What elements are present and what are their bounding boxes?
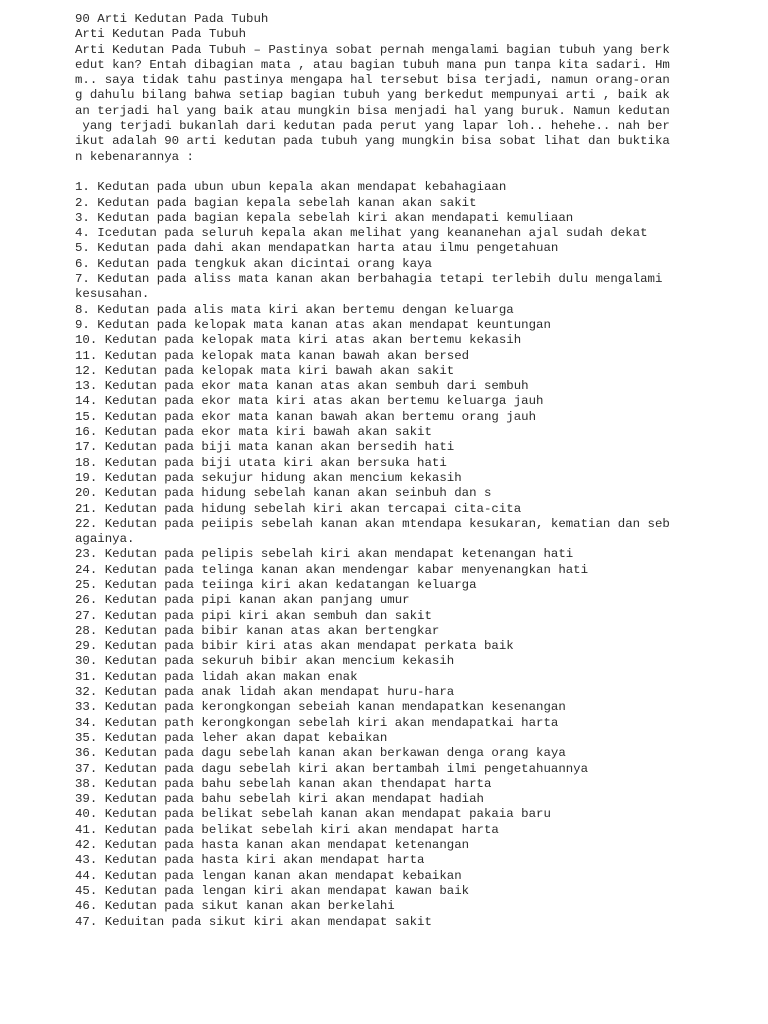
intro-line: m.. saya tidak tahu pastinya mengapa hal tersebut bisa terjadi, namun orang-oran	[75, 73, 670, 88]
list-item: 30. Kedutan pada sekuruh bibir akan mencium kekasih	[75, 654, 455, 669]
list-item: 11. Kedutan pada kelopak mata kanan bawah akan bersed	[75, 348, 470, 363]
document-subtitle: Arti Kedutan Pada Tubuh	[75, 27, 247, 42]
list-item: 28. Kedutan pada bibir kanan atas akan bertengkar	[75, 623, 440, 638]
intro-line: Arti Kedutan Pada Tubuh – Pastinya sobat pernah mengalami bagian tubuh yang berk	[75, 42, 670, 57]
list-item: 3. Kedutan pada bagian kepala sebelah kiri akan mendapati kemuliaan	[75, 210, 574, 225]
list-item: 35. Kedutan pada leher akan dapat kebaikan	[75, 730, 388, 745]
list-item: againya.	[75, 532, 135, 547]
list-item: 24. Kedutan pada telinga kanan akan mendengar kabar menyenangkan hati	[75, 562, 589, 577]
list-item: 44. Kedutan pada lengan kanan akan mendapat kebaikan	[75, 868, 462, 883]
intro-line: an terjadi hal yang baik atau mungkin bisa menjadi hal yang buruk. Namun kedutan	[75, 103, 670, 118]
list-item: 42. Kedutan pada hasta kanan akan mendapat ketenangan	[75, 838, 470, 853]
list-item: 7. Kedutan pada aliss mata kanan akan berbahagia tetapi terlebih dulu mengalami	[75, 272, 663, 287]
list-item: 8. Kedutan pada alis mata kiri akan bertemu dengan keluarga	[75, 302, 514, 317]
list-item: 21. Kedutan pada hidung sebelah kiri akan tercapai cita-cita	[75, 501, 522, 516]
intro-paragraph	[75, 43, 685, 165]
list-item: 17. Kedutan pada biji mata kanan akan bersedih hati	[75, 440, 455, 455]
list-item: 23. Kedutan pada pelipis sebelah kiri akan mendapat ketenangan hati	[75, 547, 574, 562]
list-item: 45. Kedutan pada lengan kiri akan mendapat kawan baik	[75, 883, 470, 898]
list-item: 43. Kedutan pada hasta kiri akan mendapat harta	[75, 853, 425, 868]
twitch-meaning-list	[75, 180, 685, 930]
list-item: 31. Kedutan pada lidah akan makan enak	[75, 669, 358, 684]
list-item: 2. Kedutan pada bagian kepala sebelah kanan akan sakit	[75, 195, 477, 210]
list-item: 6. Kedutan pada tengkuk akan dicintai orang kaya	[75, 256, 432, 271]
list-item: 40. Kedutan pada belikat sebelah kanan akan mendapat pakaia baru	[75, 807, 551, 822]
intro-line: n kebenarannya :	[75, 149, 194, 164]
list-item: 37. Kedutan pada dagu sebelah kiri akan bertambah ilmi pengetahuannya	[75, 761, 589, 776]
list-item: 39. Kedutan pada bahu sebelah kiri akan mendapat hadiah	[75, 792, 484, 807]
list-item: 33. Kedutan pada kerongkongan sebeiah kanan mendapatkan kesenangan	[75, 700, 566, 715]
list-item: 38. Kedutan pada bahu sebelah kanan akan thendapat harta	[75, 776, 492, 791]
list-item: 15. Kedutan pada ekor mata kanan bawah akan bertemu orang jauh	[75, 409, 537, 424]
list-item: 41. Kedutan pada belikat sebelah kiri akan mendapat harta	[75, 822, 499, 837]
document-page	[75, 12, 685, 930]
list-item: kesusahan.	[75, 287, 150, 302]
paragraph-spacer	[75, 165, 685, 180]
list-item: 10. Kedutan pada kelopak mata kiri atas akan bertemu kekasih	[75, 333, 522, 348]
list-item: 26. Kedutan pada pipi kanan akan panjang umur	[75, 593, 410, 608]
list-item: 5. Kedutan pada dahi akan mendapatkan harta atau ilmu pengetahuan	[75, 241, 559, 256]
list-item: 13. Kedutan pada ekor mata kanan atas akan sembuh dari sembuh	[75, 379, 529, 394]
list-item: 19. Kedutan pada sekujur hidung akan mencium kekasih	[75, 470, 462, 485]
list-item: 29. Kedutan pada bibir kiri atas akan mendapat perkata baik	[75, 639, 514, 654]
list-item: 46. Kedutan pada sikut kanan akan berkelahi	[75, 899, 395, 914]
list-item: 36. Kedutan pada dagu sebelah kanan akan berkawan denga orang kaya	[75, 746, 566, 761]
document-title: 90 Arti Kedutan Pada Tubuh	[75, 12, 269, 26]
list-item: 47. Keduitan pada sikut kiri akan mendapat sakit	[75, 914, 432, 929]
intro-line: yang terjadi bukanlah dari kedutan pada perut yang lapar loh.. hehehe.. nah ber	[75, 119, 670, 134]
list-item: 4. Icedutan pada seluruh kepala akan melihat yang keananehan ajal sudah dekat	[75, 226, 648, 241]
list-item: 22. Kedutan pada peiipis sebelah kanan akan mtendapa kesukaran, kematian dan seb	[75, 516, 670, 531]
list-item: 20. Kedutan pada hidung sebelah kanan akan seinbuh dan s	[75, 486, 492, 501]
list-item: 34. Kedutan path kerongkongan sebelah kiri akan mendapatkai harta	[75, 715, 559, 730]
list-item: 9. Kedutan pada kelopak mata kanan atas akan mendapat keuntungan	[75, 317, 551, 332]
intro-line: edut kan? Entah dibagian mata , atau bagian tubuh mana pun tanpa kita sadari. Hm	[75, 57, 670, 72]
list-item: 18. Kedutan pada biji utata kiri akan bersuka hati	[75, 455, 447, 470]
intro-line: ikut adalah 90 arti kedutan pada tubuh yang mungkin bisa sobat lihat dan buktika	[75, 134, 670, 149]
list-item: 16. Kedutan pada ekor mata kiri bawah akan sakit	[75, 425, 432, 440]
list-item: 12. Kedutan pada kelopak mata kiri bawah akan sakit	[75, 363, 455, 378]
list-item: 25. Kedutan pada teiinga kiri akan kedatangan keluarga	[75, 577, 477, 592]
list-item: 1. Kedutan pada ubun ubun kepala akan mendapat kebahagiaan	[75, 180, 507, 195]
list-item: 27. Kedutan pada pipi kiri akan sembuh dan sakit	[75, 608, 432, 623]
intro-line: g dahulu bilang bahwa setiap bagian tubuh yang berkedut mempunyai arti , baik ak	[75, 88, 670, 103]
list-item: 32. Kedutan pada anak lidah akan mendapat huru-hara	[75, 685, 455, 700]
list-item: 14. Kedutan pada ekor mata kiri atas akan bertemu keluarga jauh	[75, 394, 544, 409]
